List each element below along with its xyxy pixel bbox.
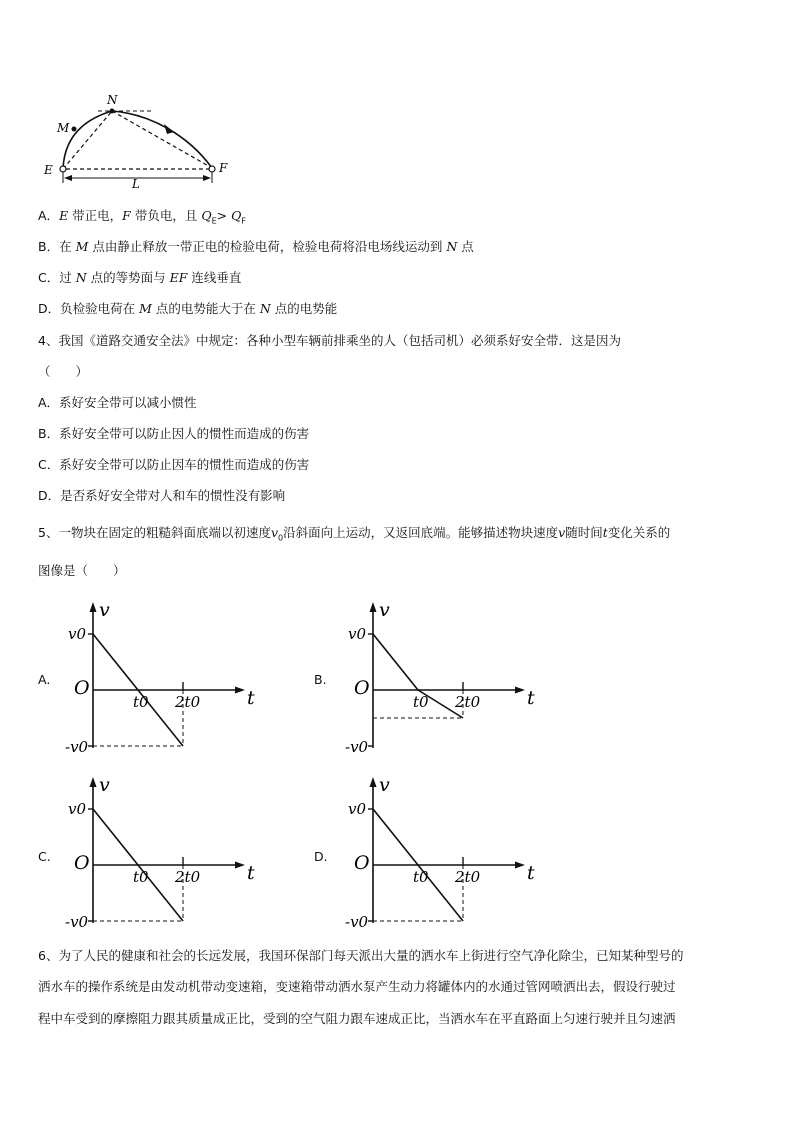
- q4-option-a[interactable]: A．系好安全带可以减小惯性: [38, 395, 197, 410]
- q4-option-b[interactable]: B．系好安全带可以防止因人的惯性而造成的伤害: [38, 426, 310, 441]
- origin-label: O: [354, 677, 370, 699]
- graph-d-letter[interactable]: D.: [314, 849, 328, 864]
- charge-E: [60, 166, 66, 172]
- origin-label: O: [74, 852, 90, 874]
- field-arrow-icon: [164, 124, 174, 134]
- two-t0-label: 2t0: [175, 693, 201, 711]
- velocity-line-up: [93, 809, 138, 865]
- v-axis-arrow-icon: [90, 777, 97, 787]
- q3-option-a[interactable]: A．E 带正电，F 带负电，且 $Q_E> Q_F$: [38, 208, 246, 226]
- graph-c[interactable]: [55, 775, 255, 935]
- graph-c-letter[interactable]: C.: [38, 849, 51, 864]
- point-M: [72, 127, 77, 132]
- v-axis-label: v: [99, 774, 110, 796]
- t0-label: t0: [413, 693, 429, 711]
- t0-label: t0: [133, 693, 149, 711]
- two-t0-label: 2t0: [455, 868, 481, 886]
- t-axis-label: t: [247, 687, 255, 709]
- label-M: M: [57, 121, 70, 135]
- v0-label: v0: [68, 625, 87, 643]
- dashed-NF: [112, 111, 212, 168]
- q6-line-3: 程中车受到的摩擦阻力跟其质量成正比，受到的空气阻力跟车速成正比，当洒水车在平直路面上匀速行驶并且匀速洒: [38, 1011, 676, 1026]
- q6-line-2: 洒水车的操作系统是由发动机带动变速箱，变速箱带动洒水泵产生动力将罐体内的水通过管网喷洒出去，假设行驶过: [38, 979, 676, 994]
- q3-option-c[interactable]: C．过 N 点的等势面与 EF 连线垂直: [38, 270, 242, 285]
- t-axis-arrow-icon: [515, 862, 525, 869]
- v0-label: v0: [348, 625, 367, 643]
- t-axis-arrow-icon: [235, 687, 245, 694]
- velocity-line-up: [373, 634, 418, 690]
- v-axis-arrow-icon: [370, 777, 377, 787]
- q3-option-b[interactable]: B．在 M 点由静止释放一带正电的检验电荷，检验电荷将沿电场线运动到 N 点: [38, 239, 474, 254]
- charge-F: [209, 166, 215, 172]
- t-axis-label: t: [527, 687, 535, 709]
- origin-label: O: [354, 852, 370, 874]
- t-axis-arrow-icon: [515, 687, 525, 694]
- q5-stem-cont: 图像是（ ）: [38, 563, 126, 578]
- q4-stem: 4、我国《道路交通安全法》中规定：各种小型车辆前排乘坐的人（包括司机）必须系好安全带．这是因为: [38, 333, 621, 348]
- two-t0-label: 2t0: [175, 868, 201, 886]
- L-arrow-right-icon: [203, 175, 211, 181]
- neg-v0-label: -v0: [65, 913, 89, 931]
- graph-d[interactable]: [335, 775, 535, 935]
- neg-v0-label: -v0: [345, 913, 369, 931]
- label-L: L: [132, 177, 140, 191]
- point-N: [110, 109, 115, 114]
- graph-a[interactable]: [55, 600, 255, 760]
- q6-line-1: 6、为了人民的健康和社会的长远发展，我国环保部门每天派出大量的洒水车上街进行空气净化除尘，已知某种型号的: [38, 948, 684, 963]
- q3-field-figure: [40, 90, 240, 190]
- v-axis-arrow-icon: [370, 602, 377, 612]
- t0-label: t0: [413, 868, 429, 886]
- t-axis-label: t: [527, 862, 535, 884]
- v-axis-arrow-icon: [90, 602, 97, 612]
- graph-b[interactable]: [335, 600, 535, 760]
- t0-label: t0: [133, 868, 149, 886]
- graph-a-letter[interactable]: A.: [38, 672, 51, 687]
- field-line: [63, 111, 212, 169]
- label-F: F: [219, 161, 228, 175]
- q3-option-d[interactable]: D．负检验电荷在 M 点的电势能大于在 N 点的电势能: [38, 301, 338, 316]
- v0-label: v0: [68, 800, 87, 818]
- neg-v0-label: -v0: [345, 738, 369, 756]
- t-axis-arrow-icon: [235, 862, 245, 869]
- v0-label: v0: [348, 800, 367, 818]
- q5-stem: 5、一物块在固定的粗糙斜面底端以初速度$v_0$沿斜面向上运动，又返回底端。能够描述物块速度v随时间t变化关系的: [38, 525, 671, 543]
- L-arrow-left-icon: [64, 175, 72, 181]
- two-t0-label: 2t0: [455, 693, 481, 711]
- v-axis-label: v: [99, 599, 110, 621]
- label-N: N: [107, 93, 118, 107]
- velocity-line-up: [373, 809, 418, 865]
- v-axis-label: v: [379, 599, 390, 621]
- graph-b-letter[interactable]: B.: [314, 672, 327, 687]
- q4-option-d[interactable]: D．是否系好安全带对人和车的惯性没有影响: [38, 488, 286, 503]
- q4-option-c[interactable]: C．系好安全带可以防止因车的惯性而造成的伤害: [38, 457, 310, 472]
- q4-blank: （ ）: [38, 364, 89, 379]
- t-axis-label: t: [247, 862, 255, 884]
- velocity-line-up: [93, 634, 138, 690]
- neg-v0-label: -v0: [65, 738, 89, 756]
- label-E: E: [44, 163, 53, 177]
- origin-label: O: [74, 677, 90, 699]
- v-axis-label: v: [379, 774, 390, 796]
